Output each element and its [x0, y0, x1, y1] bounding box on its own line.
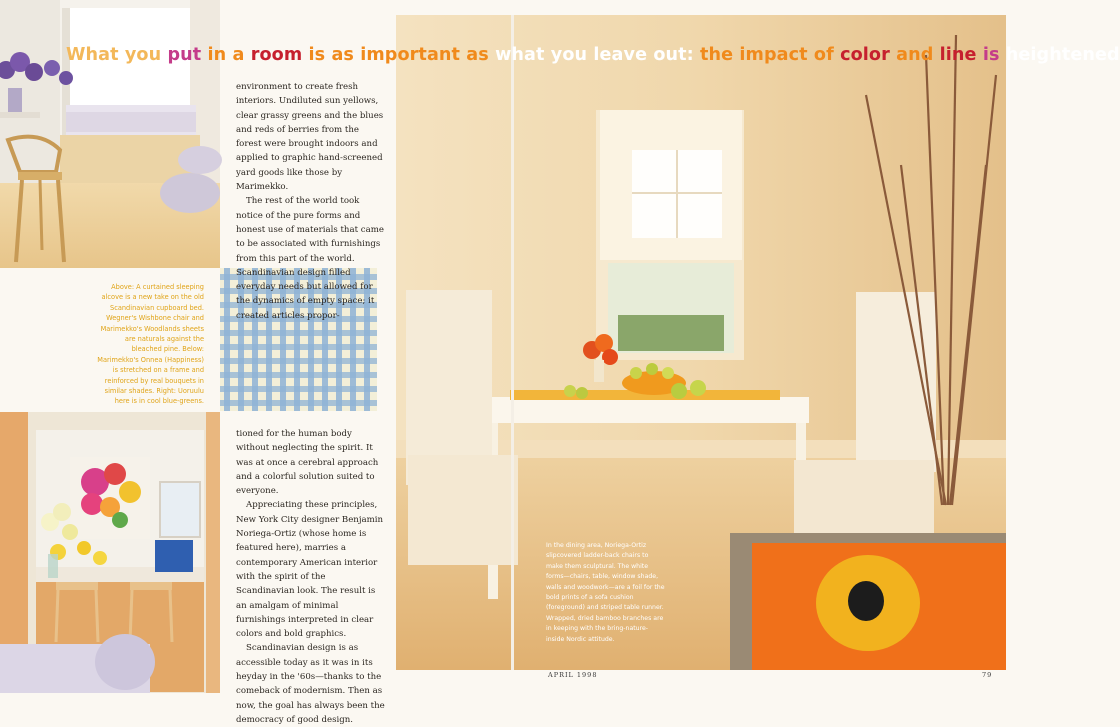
headline-segment: as [466, 45, 496, 65]
headline-segment: the impact of [700, 45, 841, 65]
headline-segment: leave out: [593, 45, 701, 65]
dining-room-photo [396, 15, 1006, 670]
headline-segment: color [840, 45, 897, 65]
headline-segment: what you [495, 45, 594, 65]
page-number: 79 [982, 671, 993, 679]
headline-segment: and [896, 45, 940, 65]
body-paragraph: environment to create fresh interiors. Undiluted sun yellows, clear grassy greens and the blues and reds of berries from the forest were brought indoors and applied to graphic hand-screened yard goods like those by Marimekko. [236, 82, 384, 193]
headline-segment: in a [207, 45, 251, 65]
headline-segment: heightened [1005, 45, 1120, 65]
kitchen-photo [0, 412, 220, 693]
body-paragraph: tioned for the human body without neglecting the spirit. It was at once a cerebral approach and a colorful solution suited to everyone. [236, 429, 379, 497]
bedroom-photo [0, 0, 220, 268]
headline-segment: is [982, 45, 1006, 65]
body-column-top [236, 80, 386, 323]
spread-headline [66, 45, 1120, 65]
page-gutter [511, 15, 514, 670]
headline-segment: room [250, 45, 309, 65]
folio-date: APRIL 1998 [548, 671, 598, 679]
headline-segment: is as important [308, 45, 467, 65]
caption-left: Above: A curtained sleeping alcove is a new take on the old Scandinavian cupboard bed. Wegner's Wishbone chair and Marimekko's Woodlands sheets are naturals against the bleached pine. Below: Marimekko's Onnea (Happiness) is stretched on a frame and reinforced by real bouquets in similar shades. Right: Uoruulu here is in cool blue-greens. [97, 283, 204, 406]
body-column-bottom [236, 427, 386, 727]
body-paragraph: Appreciating these principles, New York City designer Benjamin Noriega-Ortiz (whose home is featured here), marries a contemporary American interior with the spirit of the Scandinavian look. The result is an amalgam of minimal furnishings interpreted in clear colors and bold graphics. [236, 500, 384, 640]
headline-segment: put [167, 45, 208, 65]
body-paragraph: Scandinavian design is as accessible today as it was in its heyday in the '60s—thanks to the comeback of modernism. Then as now, the goal has always been the democracy of good design. [236, 643, 385, 725]
body-paragraph: The rest of the world took notice of the pure forms and honest use of materials that came to be associated with furnishings from this part of the world. Scandinavian design filled everyday needs but allowed for the dynamics of empty space; it created articles propor- [236, 196, 384, 321]
headline-segment: What you [66, 45, 168, 65]
caption-right: In the dining area, Noriega-Ortiz slipcovered ladder-back chairs to make them sculptural. The white forms—chairs, table, window shade, walls and woodwork—are a foil for the bold prints of a sofa cushion (foreground) and striped table runner. Wrapped, dried bamboo branches are in keeping with the bring-nature-inside Nordic attitude. [546, 542, 665, 643]
headline-segment: line [939, 45, 983, 65]
